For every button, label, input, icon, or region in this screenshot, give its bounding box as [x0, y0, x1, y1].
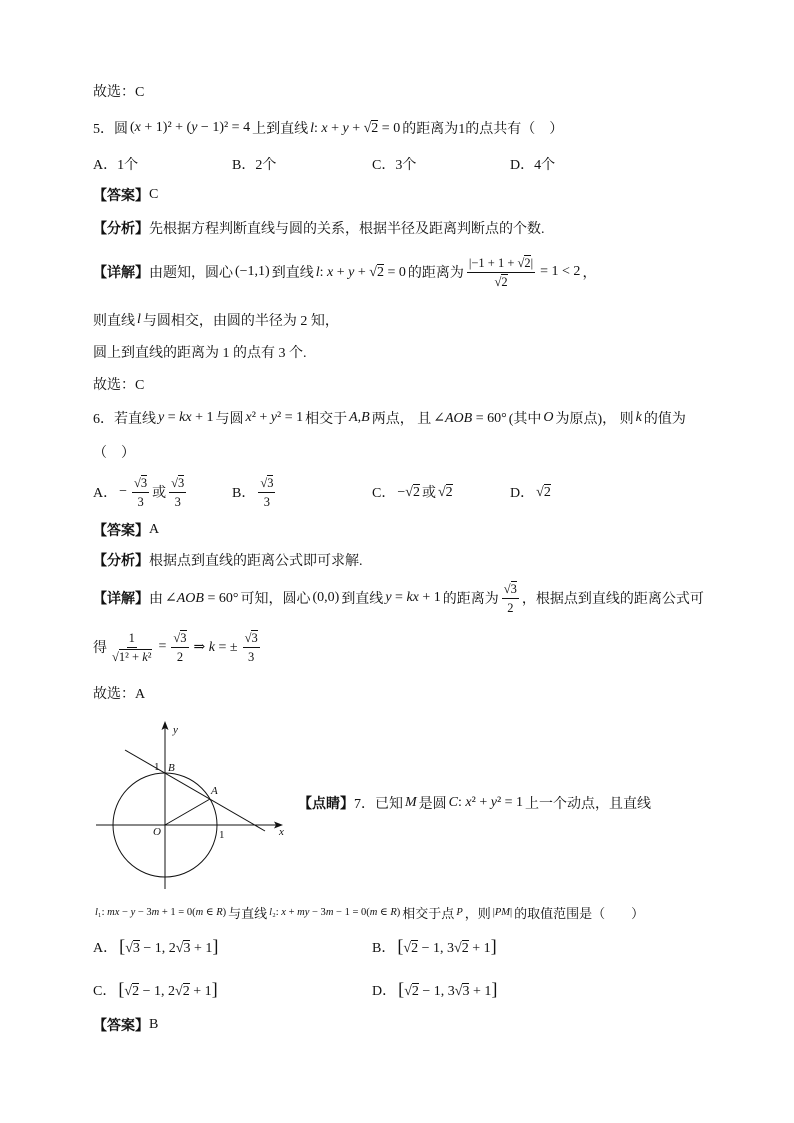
radicand: 3	[251, 630, 258, 645]
q6-stem	[93, 408, 686, 428]
analysis-tag: 【分析】	[93, 554, 149, 569]
fraction-numerator: |−1 + 1 + √2|	[467, 255, 535, 273]
q6-stem-text: 相交于	[305, 412, 348, 427]
conclusion-text: 故选：A	[93, 687, 146, 702]
circle-equation: (x + 1)² + (y − 1)² = 4	[130, 120, 251, 135]
fraction-denominator: 3	[137, 494, 144, 509]
x-axis-label: x	[279, 826, 284, 838]
detail-text: 的距离为	[442, 592, 499, 607]
option-text: 3个	[395, 158, 417, 173]
radicand: 3	[178, 475, 185, 490]
fraction-numerator: √3	[132, 475, 149, 493]
q7-option-d	[372, 980, 499, 1000]
or-text: 或	[152, 486, 167, 501]
radicand: 1² + k²	[118, 649, 152, 664]
line-l2-equation: l₂: x + my − 3m − 1 = 0(m ∈ R)	[269, 907, 401, 918]
bracket: ]	[491, 979, 498, 999]
bracket: ]	[211, 979, 218, 999]
radicand: 3	[267, 475, 274, 490]
option-fraction	[132, 475, 149, 510]
fraction-numerator: √3	[171, 630, 188, 648]
radicand: 2	[376, 264, 384, 280]
option-label: D．	[372, 984, 397, 999]
point-b-label: B	[168, 762, 175, 774]
q6-conclusion	[93, 683, 145, 703]
angle-aob: ∠AOB = 60°	[165, 590, 239, 606]
math-variable: x	[412, 590, 419, 605]
option-fraction	[169, 475, 186, 510]
math-variable: k	[179, 410, 186, 425]
conclusion-text: 故选：C	[93, 85, 145, 100]
option-label: C．	[372, 158, 396, 173]
option-math: −√2	[397, 484, 420, 500]
implies-k: ⇒ k = ±	[193, 639, 238, 655]
radicand: 2	[412, 484, 420, 500]
q6-option-b	[232, 472, 278, 512]
q6-stem-text: 与圆	[215, 412, 244, 427]
fraction-denominator: √1² + k²	[112, 649, 152, 664]
option-interval: [√2 − 1, 2√2 + 1]	[118, 979, 218, 999]
circle-equation: C: x² + y² = 1	[448, 795, 524, 810]
line-symbol	[137, 312, 141, 328]
q5-stem-text: 上到直线	[252, 122, 309, 137]
option-label: B．	[232, 486, 256, 501]
q7-number: 7．已知	[354, 797, 403, 812]
detail-text: 可知，圆心	[240, 592, 311, 607]
distance-result: = 1 < 2	[540, 264, 581, 279]
q5-detail-line2	[93, 310, 339, 330]
option-label: D．	[510, 158, 535, 173]
detail-text: 由题知，圆心	[149, 266, 233, 281]
line-l1-equation: l₁: mx − y − 3m + 1 = 0(m ∈ R)	[95, 907, 227, 918]
bracket: ]	[212, 936, 219, 956]
math-variable: y	[304, 907, 310, 918]
option-interval: [√3 − 1, 2√3 + 1]	[119, 936, 219, 956]
line-equation: l: x + y + √2 = 0	[315, 264, 406, 280]
point-a-label: A	[211, 785, 218, 797]
q5-detail	[93, 252, 596, 292]
answer-value: C	[149, 187, 159, 202]
q6-detail-line2	[93, 627, 263, 667]
q7-stem-line2	[93, 902, 644, 922]
detail-text: 到直线	[341, 592, 384, 607]
y-axis-label: y	[173, 724, 178, 736]
math-variable: y	[385, 590, 392, 605]
k-symbol	[636, 410, 642, 426]
distance-fraction	[171, 630, 188, 665]
radicand: 2	[182, 984, 190, 999]
fraction-numerator: 1	[127, 630, 137, 648]
math-variable: y	[191, 120, 198, 135]
distance-fraction	[502, 581, 519, 616]
option-interval: [√2 − 1, 3√3 + 1]	[398, 979, 498, 999]
detail-text: 与圆相交，由圆的半径为 2 知，	[142, 314, 339, 329]
line-equation: y = kx + 1	[158, 410, 214, 425]
answer-blank: （ ）	[93, 446, 135, 461]
equals-sign: =	[158, 639, 167, 654]
radicand: 2	[524, 255, 531, 270]
bracket: [	[398, 979, 405, 999]
fraction-denominator: 2	[176, 649, 184, 664]
q6-stem-text: 的值为	[643, 412, 686, 427]
distance-fraction	[467, 255, 535, 290]
bracket: [	[397, 936, 404, 956]
q7-stem-text: 与直线	[228, 905, 268, 921]
math-variable: x	[281, 907, 286, 918]
answer-tag: 【答案】	[93, 1019, 149, 1034]
option-text: 2个	[255, 158, 277, 173]
q6-analysis	[93, 550, 363, 570]
q5-analysis	[93, 218, 545, 238]
x-unit-label: 1	[219, 829, 225, 841]
circle-center: (0,0)	[312, 590, 340, 605]
math-variable: x	[321, 120, 328, 136]
math-variable: B	[195, 590, 204, 606]
q7-stem-text: 相交于点	[402, 905, 455, 921]
math-variable: m	[325, 907, 334, 918]
math-variable: x	[185, 410, 192, 425]
math-variable: m	[195, 907, 204, 918]
q6-stem-text: 为原点)， 则	[555, 412, 634, 427]
q7-answer	[93, 1015, 158, 1035]
math-variable: y	[158, 410, 165, 425]
math-variable: B	[463, 410, 473, 426]
q6-number: 6．若直线	[93, 412, 156, 427]
math-variable: k	[406, 590, 413, 605]
segment-oa	[165, 799, 210, 825]
fraction-denominator: √2	[494, 274, 508, 289]
math-variable: m	[151, 907, 160, 918]
option-label: A．	[93, 486, 118, 501]
fraction-numerator: √3	[169, 475, 186, 493]
q6-detail	[93, 578, 704, 618]
math-variable: A	[176, 590, 186, 606]
analysis-text: 先根据方程判断直线与圆的关系，根据半径及距离判断点的个数.	[149, 222, 545, 237]
math-variable: y	[490, 795, 497, 810]
detail-text: ，根据点到直线的距离公式可	[521, 592, 704, 607]
math-variable: y	[270, 410, 277, 425]
detail-text: 由	[149, 592, 163, 607]
detail-text: 圆上到直线的距离为 1 的点有 3 个.	[93, 346, 307, 361]
bracket: [	[118, 979, 125, 999]
option-fraction	[258, 475, 275, 510]
q6-option-d	[510, 472, 553, 512]
q6-stem-text: (其中	[508, 412, 542, 427]
option-text: 1个	[117, 158, 139, 173]
q5-stem-text: 的距离为1的点共有（ ）	[402, 122, 564, 137]
radicand: 3	[183, 941, 191, 956]
math-variable: O	[453, 410, 464, 426]
remark-tag: 【点睛】	[298, 797, 354, 812]
option-math: √2	[536, 484, 551, 500]
fraction-numerator: √3	[243, 630, 260, 648]
q6-stem-text: 两点， 且	[371, 412, 432, 427]
y-unit-label: 1	[154, 761, 160, 773]
or-text: 或	[421, 486, 436, 501]
answer-value: A	[149, 522, 160, 537]
bracket: [	[119, 936, 126, 956]
q6-option-a	[93, 472, 189, 512]
math-variable: l	[269, 907, 273, 918]
q7-stem-text: ，则	[464, 905, 491, 921]
math-variable: x	[327, 264, 334, 280]
math-variable: y	[348, 264, 355, 280]
q5-answer	[93, 185, 158, 205]
q5-option-b	[232, 154, 276, 174]
math-variable: l	[310, 120, 314, 136]
q5-option-c	[372, 154, 416, 174]
q7-stem-text: 上一个动点，且直线	[525, 797, 652, 812]
math-variable: P	[456, 906, 463, 918]
answer-tag: 【答案】	[93, 189, 149, 204]
detail-tag: 【详解】	[93, 266, 149, 281]
option-label: C．	[93, 984, 117, 999]
math-variable: k	[635, 410, 642, 425]
math-variable: P	[494, 906, 502, 918]
detail-text: 得	[93, 641, 107, 656]
math-variable: k	[208, 639, 215, 655]
detail-text: 的距离为	[407, 266, 464, 281]
radicand: 3	[132, 941, 140, 956]
math-variable: m	[369, 907, 378, 918]
radicand: 2	[411, 984, 419, 999]
option-label: D．	[510, 486, 535, 501]
option-label: A．	[93, 941, 118, 956]
unit-circle-figure	[93, 715, 293, 895]
radicand: 2	[411, 941, 419, 956]
math-variable: M	[405, 795, 417, 810]
analysis-text: 根据点到直线的距离公式即可求解.	[149, 554, 363, 569]
radicand: 2	[543, 484, 551, 500]
math-variable: k	[142, 649, 148, 664]
q7-option-b	[372, 937, 499, 957]
line-equation: l: x + y + √2 = 0	[310, 120, 401, 136]
radicand: 2	[132, 984, 140, 999]
q7-stem-text: 的取值范围是（ ）	[514, 905, 645, 921]
fraction-denominator: 3	[174, 494, 181, 509]
radicand: 3	[140, 475, 148, 490]
math-variable: O	[185, 590, 196, 606]
math-variable: m	[107, 907, 115, 918]
math-variable: l	[137, 312, 141, 327]
point-m	[405, 795, 417, 811]
circle-center: (−1,1)	[235, 264, 270, 279]
math-variable: A	[444, 410, 454, 426]
bracket: ]	[490, 936, 497, 956]
option-label: A．	[93, 158, 118, 173]
q7-stem	[298, 793, 651, 813]
q6-option-c	[372, 472, 455, 512]
radicand: 2	[461, 941, 469, 956]
math-variable: O	[543, 410, 554, 425]
radicand: 3	[180, 630, 187, 645]
option-label: B．	[232, 158, 256, 173]
detail-text: 到直线	[271, 266, 314, 281]
option-interval: [√2 − 1, 3√2 + 1]	[397, 936, 497, 956]
radicand: 2	[371, 120, 379, 136]
radicand: 3	[462, 984, 470, 999]
answer-value: B	[149, 1017, 159, 1032]
q7-option-a	[93, 937, 220, 957]
fraction-denominator: 3	[248, 649, 255, 664]
radicand: 3	[510, 581, 517, 596]
circle-equation: x² + y² = 1	[245, 410, 304, 425]
analysis-tag: 【分析】	[93, 222, 149, 237]
math-variable: B	[361, 410, 370, 425]
option-label: C．	[372, 486, 396, 501]
option-text: 4个	[534, 158, 556, 173]
radicand: 2	[501, 274, 508, 289]
q5-detail-line3	[93, 342, 307, 362]
origin-label: O	[153, 826, 161, 838]
q6-answer	[93, 520, 159, 540]
q7-stem-text: 是圆	[418, 797, 447, 812]
answer-tag: 【答案】	[93, 524, 149, 539]
q5-option-d	[510, 154, 555, 174]
q5-stem	[93, 118, 563, 138]
option-math: √2	[437, 484, 453, 500]
minus-sign: −	[119, 484, 128, 499]
fraction-denominator: 2	[507, 600, 514, 615]
math-variable: R	[390, 907, 397, 918]
q6-stem-line2	[93, 442, 135, 462]
prev-conclusion-line	[93, 81, 144, 101]
math-variable: y	[130, 907, 136, 918]
math-variable: x	[245, 410, 252, 425]
math-variable: x	[465, 795, 472, 810]
q7-option-c	[93, 980, 220, 1000]
q5-conclusion	[93, 374, 144, 394]
math-variable: y	[342, 120, 349, 136]
math-variable: R	[216, 907, 223, 918]
math-variable: M	[501, 906, 511, 918]
points-ab: A,B	[349, 410, 370, 425]
radicand: 2	[445, 484, 453, 500]
math-variable: C	[448, 795, 459, 810]
line-equation: y = kx + 1	[385, 590, 441, 605]
math-variable: m	[297, 907, 305, 918]
detail-text: 则直线	[93, 314, 135, 329]
fraction-numerator: √3	[258, 475, 275, 493]
q5-option-a	[93, 154, 138, 174]
distance-formula-fraction	[110, 630, 154, 665]
q5-number: 5．圆	[93, 122, 128, 137]
origin-symbol	[543, 410, 553, 426]
detail-text: ，	[582, 266, 597, 281]
line-y-kx-plus-1	[125, 750, 265, 831]
angle-aob: ∠AOB = 60°	[433, 410, 507, 426]
detail-tag: 【详解】	[93, 592, 149, 607]
fraction-numerator: √3	[502, 581, 519, 599]
conclusion-text: 故选：C	[93, 378, 145, 393]
math-variable: x	[134, 120, 141, 135]
math-variable: A	[349, 410, 358, 425]
math-variable: l	[95, 907, 98, 918]
math-variable: l	[315, 264, 320, 280]
fraction-denominator: 3	[263, 494, 271, 509]
math-variable: x	[114, 907, 120, 918]
k-value-fraction	[243, 630, 260, 665]
distance-pm: |PM|	[492, 906, 513, 918]
option-label: B．	[372, 941, 396, 956]
point-p	[456, 907, 462, 918]
